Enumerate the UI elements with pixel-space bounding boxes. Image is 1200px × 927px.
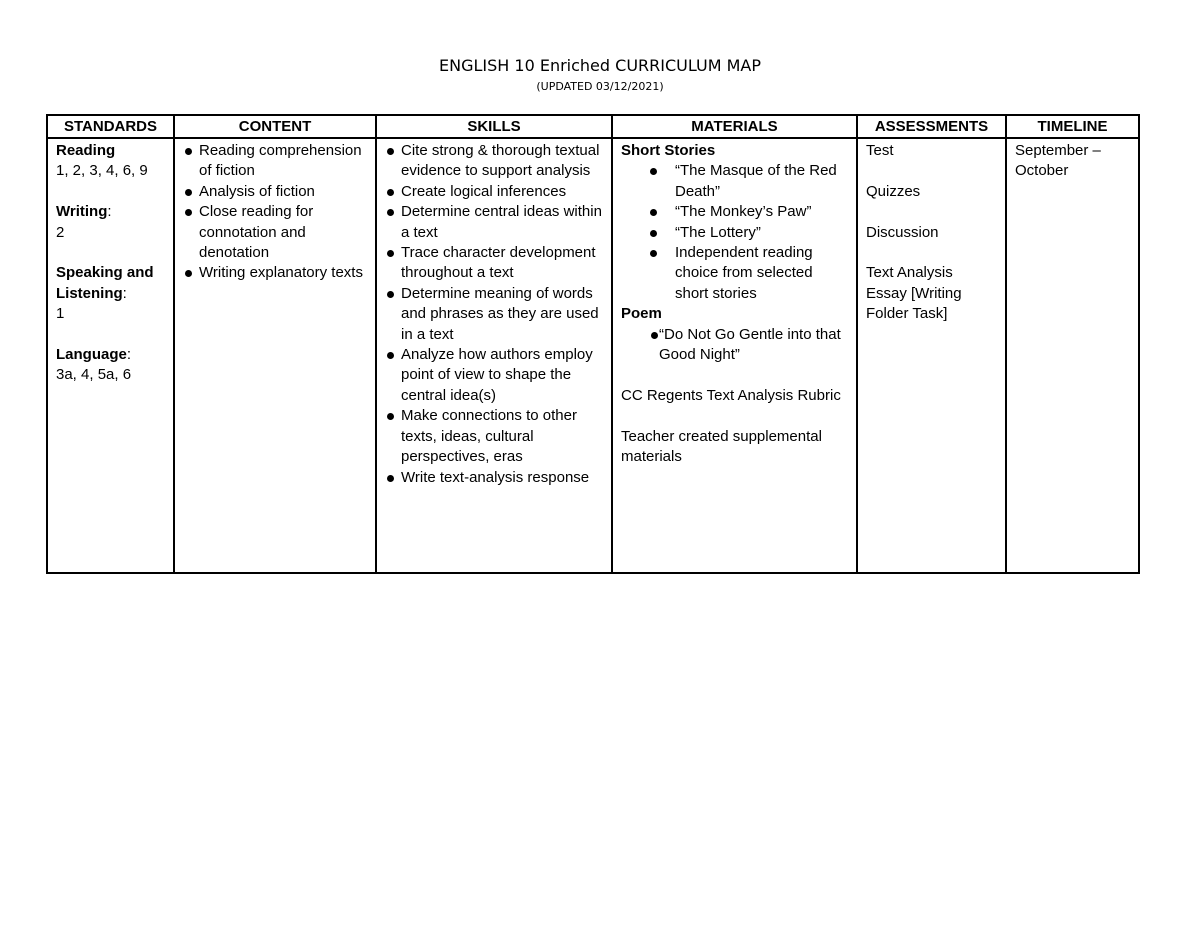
document-subtitle: (UPDATED 03/12/2021) [536, 80, 664, 93]
list-item: Determine central ideas within a text [385, 202, 603, 243]
list-item: “The Masque of the Red Death” [621, 161, 848, 202]
list-item: Make connections to other texts, ideas, cultural perspectives, eras [385, 406, 603, 467]
list-item: Trace character development throughout a text [385, 243, 603, 284]
list-item: Create logical inferences [385, 182, 603, 202]
list-item: Reading comprehension of fiction [183, 141, 367, 182]
language-colon: : [126, 346, 132, 364]
list-item: Close reading for connotation and denotation [183, 202, 367, 263]
materials-cell [612, 138, 857, 573]
assessment-test: Test [866, 142, 894, 159]
body-row [47, 138, 1139, 573]
language-values: 3a, 4, 5a, 6 [56, 366, 132, 384]
poem-list [621, 325, 848, 366]
header-assessments: ASSESSMENTS [857, 115, 1006, 138]
header-standards: STANDARDS [47, 115, 174, 138]
writing-values: 2 [56, 223, 65, 241]
header-materials: MATERIALS [612, 115, 857, 138]
skills-list [385, 141, 603, 488]
timeline-text: September – October [1015, 142, 1101, 180]
list-item: Independent reading choice from selected short stories [621, 243, 848, 304]
document-title: ENGLISH 10 Enriched CURRICULUM MAP [439, 56, 761, 75]
speaking-label: Speaking and [56, 264, 154, 282]
standard-writing [56, 202, 165, 243]
list-item: Cite strong & thorough textual evidence to support analysis [385, 141, 603, 182]
list-item: Analysis of fiction [183, 182, 367, 202]
list-item: “The Monkey’s Paw” [621, 202, 848, 222]
list-item: Writing explanatory texts [183, 263, 367, 283]
standard-speaking-listening [56, 263, 165, 324]
header-row [47, 115, 1139, 138]
listening-label: Listening [56, 284, 123, 302]
assessments-cell [857, 138, 1006, 573]
poem-label: Poem [621, 305, 662, 323]
speaking-values: 1 [56, 305, 65, 323]
header-content: CONTENT [174, 115, 376, 138]
content-cell [174, 138, 376, 573]
content-list [183, 141, 367, 284]
writing-label: Writing [56, 203, 108, 221]
language-label: Language [56, 346, 127, 364]
short-stories-label: Short Stories [621, 142, 716, 159]
rubric-text: CC Regents Text Analysis Rubric [621, 386, 841, 404]
listening-colon: : [122, 284, 127, 302]
standard-reading [56, 141, 165, 182]
standards-cell [47, 138, 174, 573]
list-item: “Do Not Go Gentle into that Good Night” [621, 325, 848, 366]
skills-cell [376, 138, 612, 573]
list-item: Determine meaning of words and phrases as they are used in a text [385, 284, 603, 345]
supplemental-text: Teacher created supplemental materials [621, 427, 822, 466]
header-skills: SKILLS [376, 115, 612, 138]
standard-language [56, 345, 165, 386]
assessment-text-analysis: Text Analysis Essay [Writing Folder Task] [866, 264, 962, 323]
timeline-cell [1006, 138, 1139, 573]
writing-colon: : [107, 203, 112, 221]
curriculum-map-table [46, 114, 1140, 574]
list-item: “The Lottery” [621, 223, 848, 243]
reading-label: Reading [56, 142, 116, 159]
header-timeline: TIMELINE [1006, 115, 1139, 138]
list-item: Analyze how authors employ point of view to shape the central idea(s) [385, 345, 603, 406]
short-stories-list [621, 161, 848, 304]
assessment-quizzes: Quizzes [866, 182, 921, 200]
list-item: Write text-analysis response [385, 468, 603, 488]
assessment-discussion: Discussion [866, 223, 939, 241]
reading-values: 1, 2, 3, 4, 6, 9 [56, 162, 148, 180]
